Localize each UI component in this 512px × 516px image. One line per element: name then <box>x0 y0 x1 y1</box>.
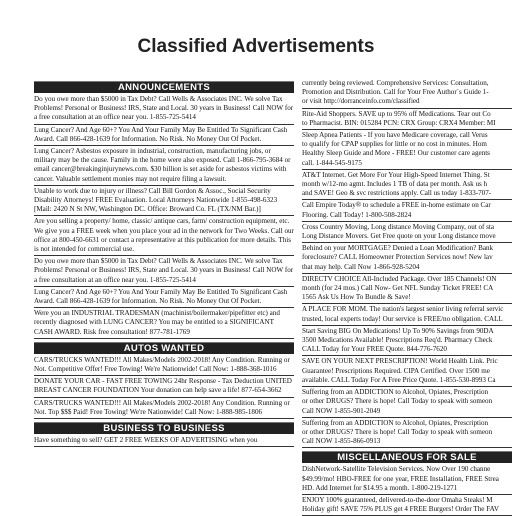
ad-line: Promotion and Distribution. Call for Your Free Author`s Guide 1- <box>302 88 489 97</box>
ad-line: month (for 24 mos.) Call Now- Get NFL Sunday Ticket FREE! CA <box>302 284 494 293</box>
ad-line: Long Distance Movers. Get Free quote on your Long distance move <box>302 232 496 241</box>
classified-ad: CARS/TRUCKS WANTED!!! All Makes/Models 2002-2018! Any Condition. Running or Not. Competitive Offer! Free Towing! We're Nationwide! Call Now: 1-888-368-1016 <box>34 355 294 376</box>
ad-line: Call Empire Today® to schedule a FREE in-home estimate on Car <box>302 201 491 210</box>
ad-line: Healthy Sleep Guide and More - FREE! Our customer care agents <box>302 149 490 158</box>
classified-ad: Unable to work due to injury or illness? Call Bill Gordon & Assoc., Social Security Disability Attorneys! FREE Evaluation. Local Attorneys Nationwide 1-855-498-6323 [Mail: 2420 N St NW, Washington DC. Office: Broward Co. FL (TX/NM Bar.)] <box>34 186 294 217</box>
classified-ad: Are you selling a property/ home, classic/ antique cars, farm/ construction equipment, etc. We give you a FREE week when you place your ad in the network for Two Weeks. Call our office at 800-450-6631 or contact a representative at this publication for more details. This is not intended for commercial use. <box>34 216 294 256</box>
classified-ad <box>302 495 512 516</box>
ad-line: DishNetwork-Satellite Television Services. Now Over 190 channe <box>302 465 491 474</box>
classified-ad <box>302 200 512 221</box>
ad-line: Holiday gift! SAVE 75% PLUS get 4 FREE Burgers! Order The FAV <box>302 505 499 514</box>
right-column <box>302 78 512 516</box>
ad-line: and SAVE! Geo & svc restrictions apply. Call us today 1-833-707- <box>302 189 492 198</box>
section-header-announcements: ANNOUNCEMENTS <box>34 81 294 93</box>
classified-ad: Have something to sell? GET 2 FREE WEEKS OF ADVERTISING when you <box>34 435 294 447</box>
ad-line: month w/12-mo agmt. Includes 1 TB of data per month. Ask us h <box>302 180 488 189</box>
ad-line: to qualify for CPAP supplies for little or no cost in minutes. Hom <box>302 140 487 149</box>
classified-ad <box>302 222 512 243</box>
classified-ad <box>302 356 512 387</box>
ad-line: ENJOY 100% guaranteed, delivered-to-the-door Omaha Steaks! M <box>302 495 493 504</box>
ad-line: Start Saving BIG On Medications! Up To 90% Savings from 90DA <box>302 326 494 335</box>
ad-line: Rite-Aid Shoppers. SAVE up to 95% off Medications. Tear out Co <box>302 109 491 118</box>
ad-line: or other DRUGS? There is hope! Call Today to speak with someon <box>302 427 493 436</box>
ad-line: DIRECTV CHOICE All-Included Package. Over 185 Channels! ON <box>302 274 497 283</box>
ad-line: Guarantee! Prescriptions Required. CIPA Certified. Over 1500 me <box>302 366 490 375</box>
ad-line: Suffering from an ADDICTION to Alcohol, Opiates, Prescription <box>302 418 489 427</box>
left-column <box>34 78 294 447</box>
ad-line: 1565 Ask Us How To Bundle & Save! <box>302 293 411 302</box>
classified-ad <box>302 418 512 449</box>
page-title: Classified Advertisements <box>137 36 375 57</box>
ad-line: to Pharmacist. BIN: 015284 PCN: CRX Group: CRX4 Member: MI <box>302 118 496 127</box>
classified-ad: Lung Cancer? And Age 60+? You And Your Family May Be Entitled To Significant Cash Award. Call 866-428-1639 for Information. No Risk. No Money Out Of Pocket. <box>34 287 294 308</box>
ad-line: available. CALL Today For A Free Price Quote. 1-855-530-8993 Ca <box>302 375 496 384</box>
ad-line: trusted, local experts today! Our service is FREE/no obligation. CALL <box>302 314 503 323</box>
ad-line: A PLACE FOR MOM. The nation's largest senior living referral servic <box>302 305 504 314</box>
classified-ad <box>302 170 512 201</box>
classified-ad <box>302 464 512 495</box>
ad-line: Call NOW 1-855-901-2049 <box>302 406 381 415</box>
classified-ad <box>302 274 512 305</box>
ad-line: call. 1-844-545-9175 <box>302 158 362 167</box>
ad-line: Flooring. Call Today! 1-800-508-2824 <box>302 210 412 219</box>
ad-line: $49.99/mo! HBO-FREE for one year, FREE Installation, FREE Strea <box>302 474 499 483</box>
ad-line: Behind on your MORTGAGE? Denied a Loan Modification? Bank <box>302 244 494 253</box>
classified-ad <box>302 304 512 325</box>
ad-line: currently being reviewed. Comprehensive Services: Consultation, <box>302 79 489 87</box>
classified-ad: Do you owe more than $5000 in Tax Debt? Call Wells & Associates INC. We solve Tax Problems! Personal or Business! IRS, State and Local. 30 years in Business! Call NOW for a free consultation at an office near you. 1-855-725-5414 <box>34 94 294 125</box>
ad-line: AT&T Internet. Get More For Your High-Speed Internet Thing. St <box>302 170 490 179</box>
classified-ad: CARS/TRUCKS WANTED!!! All Makes/Models 2002-2018! Any Condition. Running or Not. Top $$$ Paid! Free Towing! We're Nationwide! Call Now: 1-888-985-1806 <box>34 398 294 419</box>
classified-ad <box>302 109 512 130</box>
ad-line: foreclosure? CALL Homeowner Protection Services now! New lav <box>302 253 493 262</box>
classified-ad <box>302 78 512 109</box>
ad-line: 3500 Medications Available! Prescriptions Req'd. Pharmacy Check <box>302 336 493 345</box>
ad-line: or visit http://dorranceinfo.com/classified <box>302 97 420 106</box>
classified-ad: Were you an INDUSTRIAL TRADESMAN (machinist/boilermaker/pipefitter etc) and recently diagnosed with LUNG CANCER? You may be entitled to a SIGNIFICANT CASH AWARD. Risk free consultation! 877-781-1769 <box>34 308 294 339</box>
section-header-autos-wanted: AUTOS WANTED <box>34 342 294 354</box>
classified-ad: Lung Cancer? Asbestos exposure in industrial, construction, manufacturing jobs, or military may be the cause. Family in the home were also exposed. Call 1-866-795-3684 or email cancer@breakinginjurynews.com. $30 billion is set aside for asbestos victims with cancer. Valuable settlement monies may not require filing a lawsuit. <box>34 146 294 186</box>
classified-ad <box>302 326 512 357</box>
ad-line: SAVE ON YOUR NEXT PRESCRIPTION! World Health Link. Pric <box>302 357 498 366</box>
classified-ad <box>302 243 512 274</box>
ad-line: Call NOW 1-855-866-0913 <box>302 437 381 446</box>
ad-line: Cross Country Moving, Long distance Moving Company, out of sta <box>302 222 495 231</box>
classified-ad <box>302 130 512 170</box>
classified-ad: DONATE YOUR CAR - FAST FREE TOWING 24hr Response - Tax Deduction UNITED BREAST CANCER FOUNDATION Your donation can help save a life! 877-654-3662 <box>34 376 294 397</box>
classified-ad: Do you owe more than $5000 in Tax Debt? Call Wells & Associates INC. We solve Tax Problems! Personal or Business! IRS, State and Local. 30 years in Business! Call NOW for a free consultation at an office near you. 1-855-725-5414 <box>34 256 294 287</box>
ad-line: or other DRUGS? There is hope! Call Today to speak with someon <box>302 397 493 406</box>
classified-ad <box>302 387 512 418</box>
ad-line: CALL Today for Your FREE Quote. 844-776-7620 <box>302 345 447 354</box>
ad-line: Sleep Apnea Patients - If you have Medicare coverage, call Verus <box>302 131 488 140</box>
classified-ad: Lung Cancer? And Age 60+? You And Your Family May Be Entitled To Significant Cash Award. Call 866-428-1639 for Information. No Risk. No Money Out Of Pocket. <box>34 125 294 146</box>
ad-line: that may help. Call Now 1-866-928-5204 <box>302 262 420 271</box>
section-header-miscellaneous-for-sale: MISCELLANEOUS FOR SALE <box>302 451 512 463</box>
ad-line: HD. Add Internet for $14.95 a month. 1-800-219-1271 <box>302 483 458 492</box>
ad-line: Suffering from an ADDICTION to Alcohol, Opiates, Prescription <box>302 388 489 397</box>
section-header-business-to-business: BUSINESS TO BUSINESS <box>34 422 294 434</box>
